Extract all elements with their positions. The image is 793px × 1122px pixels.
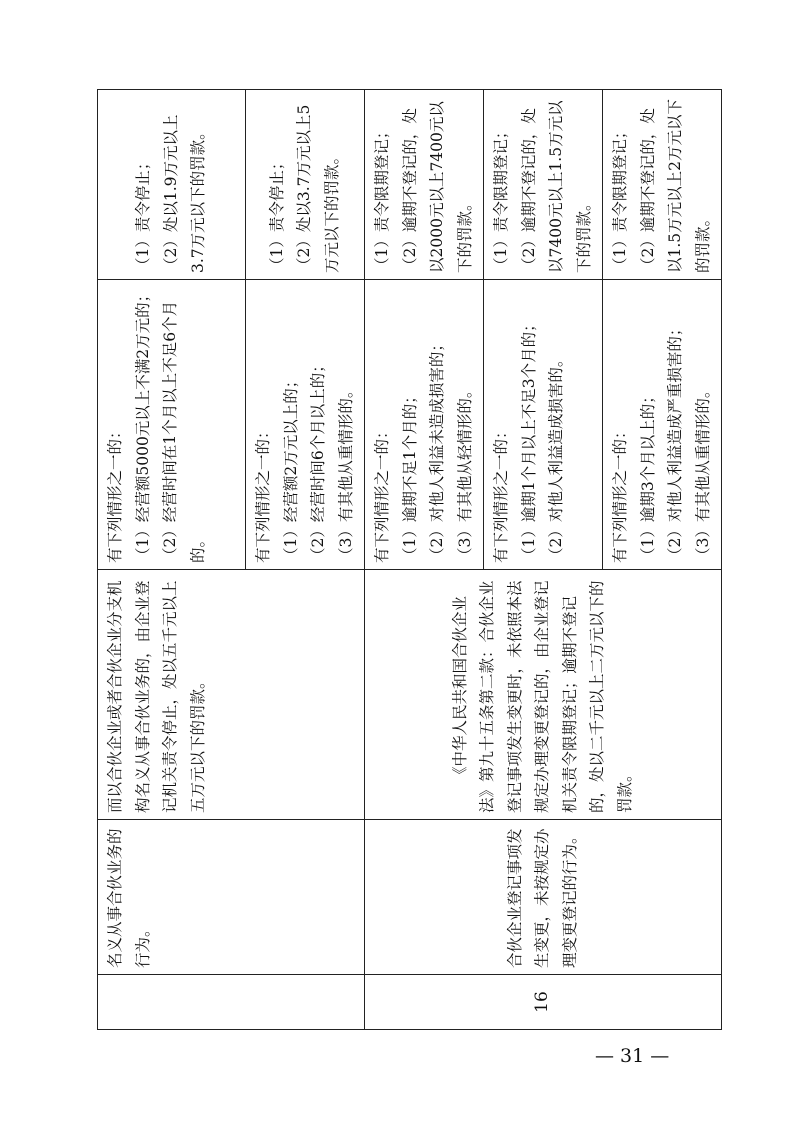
table-row — [98, 90, 246, 1030]
rotated-page — [97, 90, 712, 1030]
legal-basis-cell: 而以合伙企业或者合伙企业分支机构名义从事合伙业务的，由企业登记机关责令停止，处以五千元以上五万元以下的罚款。 — [98, 570, 365, 820]
item-number: 16 — [365, 975, 722, 1030]
penalty-standard-table — [97, 89, 722, 1030]
circumstance-line: （2）对他人利益未造成损害的； — [428, 336, 446, 563]
violation-cell: 合伙企业登记事项发生变更，未按规定办理变更登记的行为。 — [365, 820, 722, 975]
circumstance-line: 有下列情形之一的： — [106, 423, 124, 563]
circumstance-line: （2）经营时间6个月以上的； — [309, 357, 327, 563]
circumstance-line: （1）逾期不足1个月的； — [400, 388, 419, 563]
circumstance-line: （1）经营额5000元以上不满2万元的； — [133, 286, 152, 563]
circumstance-line: 有下列情形之一的： — [492, 423, 510, 563]
circumstance-line: 有下列情形之一的： — [373, 423, 391, 563]
penalty-line: （2）处以3.7万元以上5万元以下的罚款。 — [295, 104, 341, 273]
penalty-line: （1）责令限期登记； — [611, 123, 629, 273]
penalty-line: （1）责令限期登记； — [373, 123, 391, 273]
penalty-line: （2）逾期不登记的，处以7400元以上1.5万元以下的罚款。 — [519, 100, 593, 273]
circumstance-line: （1）经营额2万元以上的； — [281, 372, 300, 563]
item-number — [98, 975, 365, 1030]
circumstance-line: （3）有其他从轻情形的。 — [455, 382, 474, 563]
penalty-line: （1）责令停止； — [134, 154, 153, 273]
circumstance-line: （2）对他人利益造成损害的。 — [547, 351, 565, 563]
legal-basis-cell: 《中华人民共和国合伙企业法》第九十五条第二款：合伙企业登记事项发生变更时，未依照本法规定办理变更登记的，由企业登记机关责令限期登记；逾期不登记的，处以二千元以上二万元以下的罚款。 — [365, 570, 722, 820]
circumstance-line: （2）经营时间在1个月以上不足6个月的。 — [161, 300, 207, 563]
circumstance-line: （2）对他人利益造成严重损害的； — [666, 320, 684, 563]
penalty-cell — [484, 90, 603, 280]
violation-cell: 名义从事合伙业务的行为。 — [98, 820, 365, 975]
circumstance-cell — [246, 280, 365, 570]
circumstance-cell — [484, 280, 603, 570]
penalty-cell — [365, 90, 484, 280]
circumstance-cell — [603, 280, 722, 570]
circumstance-cell — [98, 280, 246, 570]
penalty-cell — [246, 90, 365, 280]
penalty-line: （2）逾期不登记的，处以1.5万元以上2万元以下的罚款。 — [638, 98, 712, 273]
penalty-line: （2）处以1.9万元以上3.7万元以下的罚款。 — [161, 114, 208, 273]
circumstance-line: 有下列情形之一的： — [254, 423, 272, 563]
circumstance-line: （1）逾期3个月以上的； — [638, 388, 657, 563]
page-number: — 31 — — [595, 1045, 670, 1067]
circumstance-line: （3）有其他从重情形的。 — [336, 382, 355, 563]
circumstance-line: 有下列情形之一的： — [611, 423, 629, 563]
penalty-line: （2）逾期不登记的，处以2000元以上7400元以下的罚款。 — [400, 101, 474, 273]
penalty-cell — [98, 90, 246, 280]
circumstance-line: （3）有其他从重情形的。 — [693, 382, 712, 563]
penalty-line: （1）责令限期登记； — [492, 123, 510, 273]
table-row — [365, 90, 484, 1030]
circumstance-line: （1）逾期1个月以上不足3个月的； — [519, 316, 538, 563]
penalty-line: （1）责令停止； — [267, 154, 286, 273]
penalty-cell — [603, 90, 722, 280]
circumstance-cell — [365, 280, 484, 570]
